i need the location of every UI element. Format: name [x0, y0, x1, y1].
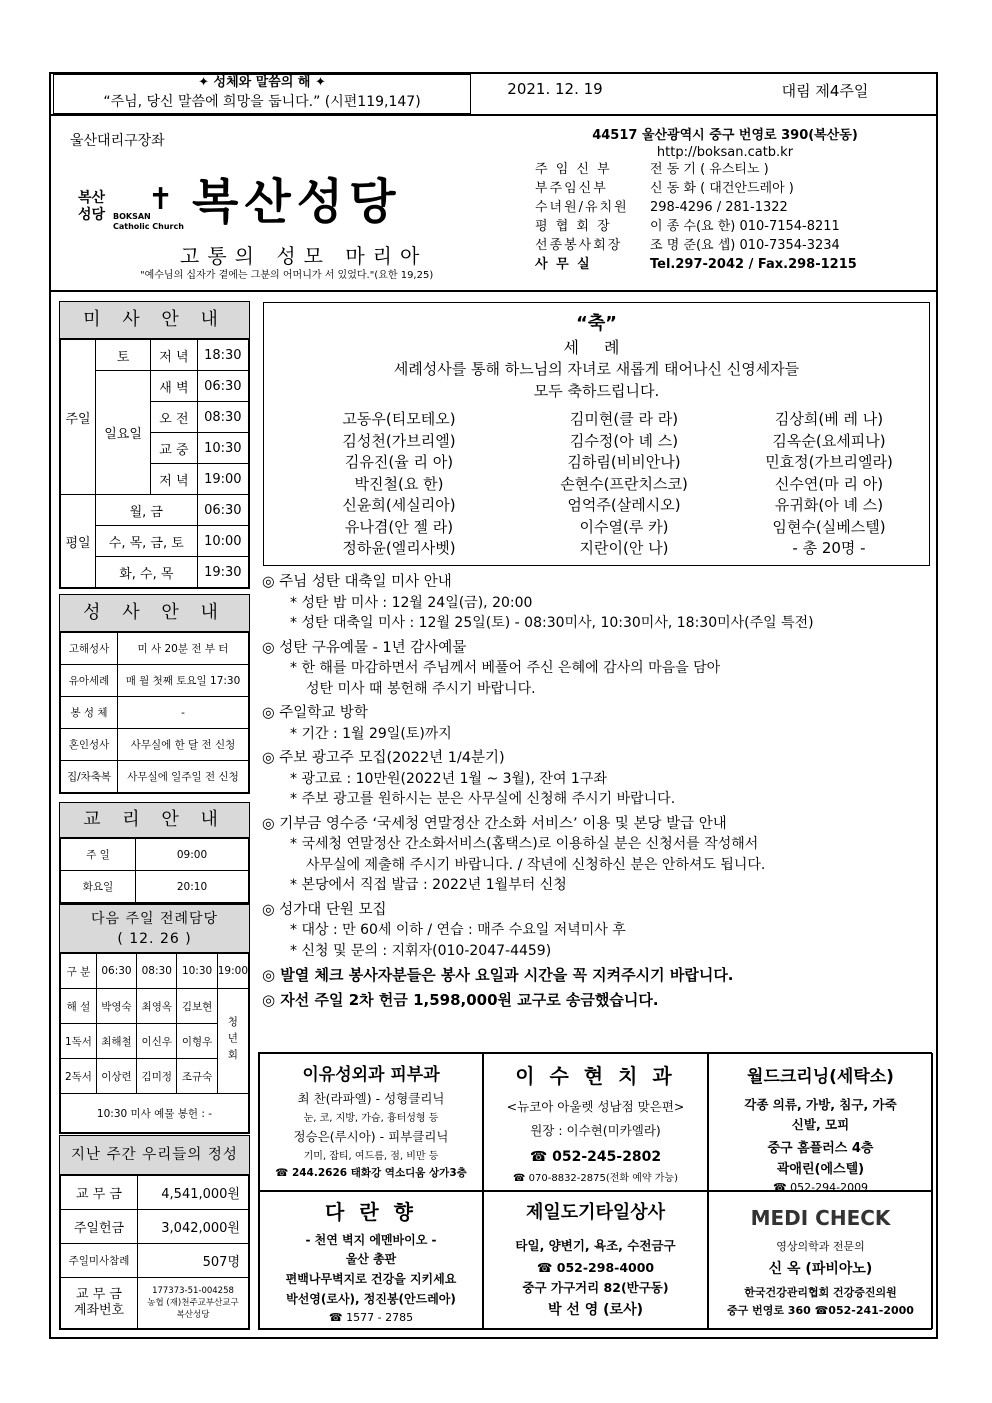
scripture-quote: "예수님의 십자가 곁에는 그분의 어머니가 서 있었다."(요한 19,25) — [140, 270, 434, 281]
ad-wallpaper: 다 란 향 - 천연 벽지 에멘바이오 - 울산 총판 편백나무벽지로 건강을 지키세요 박선영(로사), 정진봉(안드레아) ☎ 1577 - 2785 — [259, 1191, 483, 1329]
liturgical-week: 대림 제4주일 — [781, 82, 869, 100]
sunday-label: 주일 — [61, 340, 96, 495]
church-name: 복산성당 — [192, 174, 402, 230]
ad-tile: 제일도기타일상사 타일, 양변기, 욕조, 수전금구 ☎ 052-298-4000 중구 가구거리 82(반구동) 박 선 영 (로사) — [483, 1191, 708, 1329]
liturgy-title: 다음 주일 전례담당 ( 12. 26 ) — [60, 905, 249, 953]
staff-row: 사 무 실 Tel.297-2042 / Fax.298-1215 — [535, 257, 857, 272]
logo-small: 복산 성당 — [78, 190, 106, 223]
ad-medicheck: MEDI CHECK 영상의학과 전문의 신 옥 (파비아노) 한국건강관리협회 건강증진의원 중구 번영로 360 ☎052-241-2000 — [708, 1191, 933, 1329]
website-link[interactable]: http://boksan.catb.kr — [656, 145, 794, 160]
list-item: 정하윤(엘리사벳) — [342, 539, 456, 557]
address: 44517 울산광역시 중구 번영로 390(복산동) — [592, 128, 858, 143]
list-item: 김미현(클 라 라) — [569, 410, 679, 428]
mass-title: 미 사 안 내 — [60, 302, 249, 339]
notice-title: ◎ 기부금 영수증 ‘국세청 연말정산 간소화 서비스’ 이용 및 본당 발급 안내 — [262, 815, 727, 832]
sacrament-info — [59, 594, 250, 794]
ad-laundry: 월드크리닝(세탁소) 각종 의류, 가방, 침구, 가죽 신발, 모피 중구 홈플러스 4층 곽애린(에스텔) ☎ 052-294-2009 — [708, 1053, 933, 1191]
notice-title: ◎ 성가대 단원 모집 — [262, 901, 387, 918]
staff-row: 부주임신부 신 동 화 ( 대건안드레아 ) — [535, 181, 794, 196]
staff-row: 수녀원/유치원 298-4296 / 281-1322 — [535, 200, 788, 215]
list-item: 신수연(마 리 아) — [774, 474, 884, 493]
staff-row: 주 임 신 부 전 동 기 ( 유스티노 ) — [535, 162, 769, 177]
baptism-announcement: “축” 세 례 세례성사를 통해 하느님의 자녀로 새롭게 태어나신 신영세자들 모두 축하드립니다. 고동우(티모테오) 김미현(클 라 라) 김상희(베 레 나) 김성천(가브리엘) 김수정(아 녜 스) 김옥순(요세피나) 김유진(율 리 아) 김하림(비비안나) 민효정(가브리엘라) 박진철(요 한) 손현수(프란치스코) 신수연(마 리 아) 신윤희(세실리아) 엄억주(살레시오) 유귀화(아 녜 스) 유나겸(안 젤 라) 이수열(루 카) 임현수(실베스텔) 정하윤(엘리사벳) 지란이(안 나) - 총 20명 - — [263, 302, 930, 566]
list-item: 김상희(베 레 나) — [774, 410, 884, 428]
baptism-names — [284, 409, 924, 560]
theme-text: ✦ 성체와 말씀의 해 ✦ — [198, 75, 326, 90]
logo-english: BOKSAN Catholic Church — [113, 212, 184, 231]
offering-note: 10:30 미사 예물 봉헌 : - — [61, 1094, 249, 1133]
staff-row: 평 협 회 장 이 종 수(요 한) 010-7154-8211 — [535, 219, 840, 234]
medicheck-logo: MEDI CHECK — [750, 1206, 891, 1230]
list-item: 지란이(안 나) — [579, 539, 669, 557]
list-item: 손현수(프란치스코) — [560, 474, 688, 493]
notice-title: ◎ 주님 성탄 대축일 미사 안내 — [262, 574, 452, 590]
bold-notice: ◎ 자선 주일 2차 헌금 1,598,000원 교구로 송금했습니다. — [262, 990, 659, 1009]
staff-row: 선종봉사회장 조 명 준(요 셉) 010-7354-3234 — [535, 238, 840, 253]
youth-label: 청년회 — [217, 989, 248, 1094]
list-item: 박진철(요 한) — [354, 474, 444, 493]
list-item: 임현수(실베스텔) — [772, 517, 886, 536]
list-item: 이수열(루 카) — [579, 517, 669, 536]
sunday-sub-label: 일요일 — [96, 371, 151, 495]
mass-table: 주일 토 저 녁 18:30 일요일 새 벽 06:30 오 전 08:30 교 중 10:30 저 녁 19:00 평일 월, 금 06:30 수, 목, 금, 토 10:00 화, 수, 목 19:30 — [60, 339, 249, 588]
issue-date: 2021. 12. 19 — [507, 80, 603, 98]
list-item: 김옥순(요세피나) — [772, 431, 886, 450]
list-item: 유귀화(아 녜 스) — [774, 496, 884, 514]
offering-title: 지난 주간 우리들의 정성 — [60, 1136, 249, 1175]
patron-saint: 고통의 성모 마리아 — [180, 244, 428, 268]
list-item: - 총 20명 - — [792, 539, 866, 557]
ads-grid — [258, 1052, 932, 1330]
list-item: 고동우(티모테오) — [342, 410, 456, 428]
ad-surgery: 이유성외과 피부과 최 찬(라파엘) - 성형클리닉 눈, 코, 지방, 가슴, 흉터성형 등 정승은(루시아) - 피부클리닉 기미, 잡티, 여드름, 점, 비만 등 ☎ 244.2626 태화강 역소디움 상가3층 — [259, 1053, 483, 1191]
doctrine-table: 주 일 09:00 화요일 20:10 — [60, 838, 249, 903]
notice-title: ◎ 주보 광고주 모집(2022년 1/4분기) — [262, 750, 505, 766]
weekday-label: 평일 — [61, 495, 96, 588]
list-item: 엄억주(살레시오) — [567, 496, 681, 514]
list-item: 신윤희(세실리아) — [342, 496, 456, 514]
list-item: 민효정(가브리엘라) — [765, 453, 893, 471]
liturgy-duty — [59, 904, 250, 1134]
sacrament-title: 성 사 안 내 — [60, 595, 249, 632]
notice-title: ◎ 주일학교 방학 — [262, 705, 368, 721]
motto-text: “주님, 당신 말씀에 희망을 둡니다.” (시편119,147) — [103, 94, 421, 110]
sacrament-table: 고해성사 미 사 20분 전 부 터 유아세례 매 월 첫째 토요일 17:30 봉 성 체 - 혼인성사 사무실에 한 달 전 신청 집/차축복 사무실에 일주일 전 신청 — [60, 632, 249, 793]
contact-block — [535, 124, 935, 274]
mass-schedule — [59, 301, 250, 589]
region-label: 울산대리구장좌 — [70, 133, 165, 149]
list-item: 유나겸(안 젤 라) — [344, 517, 454, 536]
notice-title: ◎ 성탄 구유예물 - 1년 감사예물 — [262, 639, 467, 656]
list-item: 김하림(비비안나) — [567, 453, 681, 471]
cross-icon: ✝ — [148, 182, 174, 217]
doctrine-info — [59, 802, 250, 904]
motto-box — [53, 74, 471, 114]
list-item: 김수정(아 녜 스) — [569, 431, 679, 450]
list-item: 김성천(가브리엘) — [342, 431, 456, 450]
offering-table: 교 무 금 4,541,000원 주일헌금 3,042,000원 주일미사참례 507명 교 무 금 계좌번호 177373-51-004258 농협 (재)천주교부산교구 복산성당 — [60, 1175, 249, 1329]
doctrine-title: 교 리 안 내 — [60, 803, 249, 838]
liturgy-table: 구 분 06:30 08:30 10:30 19:00 해 설 박영숙 최영옥 김보현 청년회 1독서 최해철 이신우 이형우 2독서 이상련 김미정 조규숙 10:30 미사 예물 봉헌 : - — [60, 953, 249, 1133]
bold-notice: ◎ 발열 체크 봉사자분들은 봉사 요일과 시간을 꼭 지켜주시기 바랍니다. — [262, 966, 734, 984]
list-item: 김유진(율 리 아) — [344, 453, 454, 471]
offering-summary — [59, 1135, 250, 1330]
ad-dental: 이 수 현 치 과 <뉴코아 아울렛 성남점 맞은편> 원장 : 이수현(미카엘라) ☎ 052-245-2802 ☎ 070-8832-2875(전화 예약 가능) — [483, 1053, 708, 1191]
notices: ◎ 주님 성탄 대축일 미사 안내 * 성탄 밤 미사 : 12월 24일(금), 20:00 * 성탄 대축일 미사 : 12월 25일(토) - 08:30미사, 10:30미사, 18:30미사(주일 특전) ◎ 성탄 구유예물 - 1년 감사예물 * 한 해를 마감하면서 주님께서 베풀어 주신 은혜에 감사의 마음을 담아 성탄 미사 때 봉헌해 주시기 바랍니다. ◎ 주일학교 방학 * 기간 : 1월 29일(토)까지 ◎ 주보 광고주 모집(2022년 1/4분기) * 광고료 : 10만원(2022년 1월 ~ 3월), 잔여 1구좌 * 주보 광고를 원하시는 분은 사무실에 신청해 주시기 바랍니다. ◎ 기부금 영수증 ‘국세청 연말정산 간소화 서비스’ 이용 및 본당 발급 안내 * 국세청 연말정산 간소화서비스(홈택스)로 이용하실 분은 신청서를 작성해서 사무실에 제출해 주시기 바랍니다. / 작년에 신청하신 분은 안하셔도 됩니다. * 본당에서 직접 발급 : 2022년 1월부터 신청 ◎ 성가대 단원 모집 * 대상 : 만 60세 이하 / 연습 : 매주 수요일 저녁미사 후 * 신청 및 문의 : 지휘자(010-2047-4459) ◎ 발열 체크 봉사자분들은 봉사 요일과 시간을 꼭 지켜주시기 바랍니다. ◎ 자선 주일 2차 헌금 1,598,000원 교구로 송금했습니다. — [262, 568, 932, 1010]
